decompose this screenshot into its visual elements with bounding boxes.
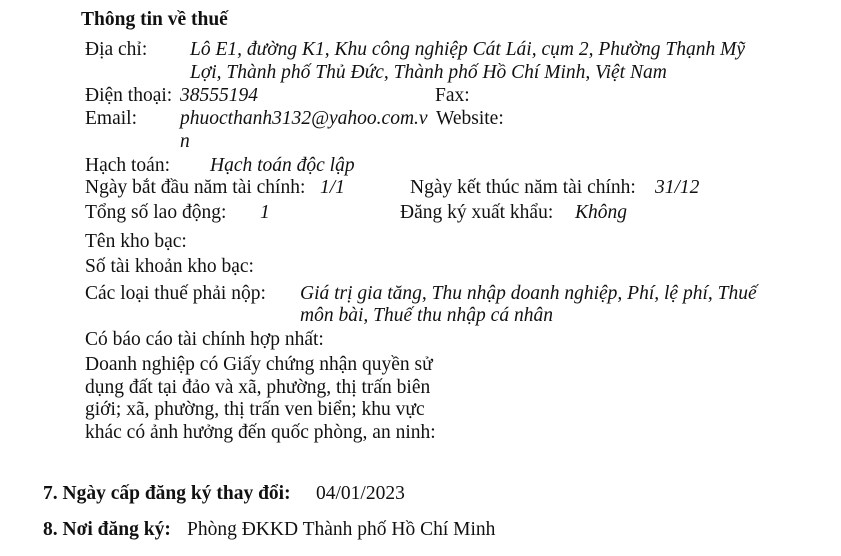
item8-value: Phòng ĐKKD Thành phố Hồ Chí Minh	[187, 519, 496, 540]
item7-label: 7. Ngày cấp đăng ký thay đổi:	[43, 483, 291, 504]
tax-types-line1: Giá trị gia tăng, Thu nhập doanh nghiệp, Phí, lệ phí, Thuế	[300, 283, 757, 304]
tax-types-label: Các loại thuế phải nộp:	[85, 283, 266, 304]
section-title: Thông tin về thuế	[81, 9, 228, 30]
treasury-account-label: Số tài khoản kho bạc:	[85, 256, 254, 277]
website-label: Website:	[436, 108, 504, 129]
export-label: Đăng ký xuất khẩu:	[400, 202, 554, 223]
consolidated-label: Có báo cáo tài chính hợp nhất:	[85, 329, 324, 350]
item8-label: 8. Nơi đăng ký:	[43, 519, 171, 540]
accounting-label: Hạch toán:	[85, 155, 171, 176]
employees-value: 1	[260, 202, 270, 223]
phone-value: 38555194	[180, 85, 258, 106]
land-cert-line: khác có ảnh hưởng đến quốc phòng, an ninh:	[85, 422, 436, 443]
fiscal-start-value: 1/1	[320, 177, 345, 198]
fiscal-end-label: Ngày kết thúc năm tài chính:	[410, 177, 636, 198]
address-line1: Lô E1, đường K1, Khu công nghiệp Cát Lái, cụm 2, Phường Thạnh Mỹ	[190, 39, 746, 60]
email-value-line1: phuocthanh3132@yahoo.com.v	[180, 108, 428, 129]
fiscal-start-label: Ngày bắt đầu năm tài chính:	[85, 177, 306, 198]
land-cert-line: giới; xã, phường, thị trấn ven biển; khu vực	[85, 399, 425, 420]
phone-label: Điện thoại:	[85, 85, 173, 106]
email-label: Email:	[85, 108, 137, 129]
fax-label: Fax:	[435, 85, 470, 106]
accounting-value: Hạch toán độc lập	[210, 155, 355, 176]
email-value-line2: n	[180, 131, 190, 152]
employees-label: Tổng số lao động:	[85, 202, 227, 223]
item7-value: 04/01/2023	[316, 483, 405, 504]
address-line2: Lợi, Thành phố Thủ Đức, Thành phố Hồ Chí Minh, Việt Nam	[190, 62, 667, 83]
treasury-name-label: Tên kho bạc:	[85, 231, 187, 252]
address-label: Địa chỉ:	[85, 39, 148, 60]
export-value: Không	[575, 202, 628, 223]
land-cert-line: dụng đất tại đảo và xã, phường, thị trấn biên	[85, 377, 431, 398]
tax-types-line2: môn bài, Thuế thu nhập cá nhân	[300, 305, 553, 326]
land-cert-line: Doanh nghiệp có Giấy chứng nhận quyền sử	[85, 354, 433, 375]
fiscal-end-value: 31/12	[655, 177, 700, 198]
